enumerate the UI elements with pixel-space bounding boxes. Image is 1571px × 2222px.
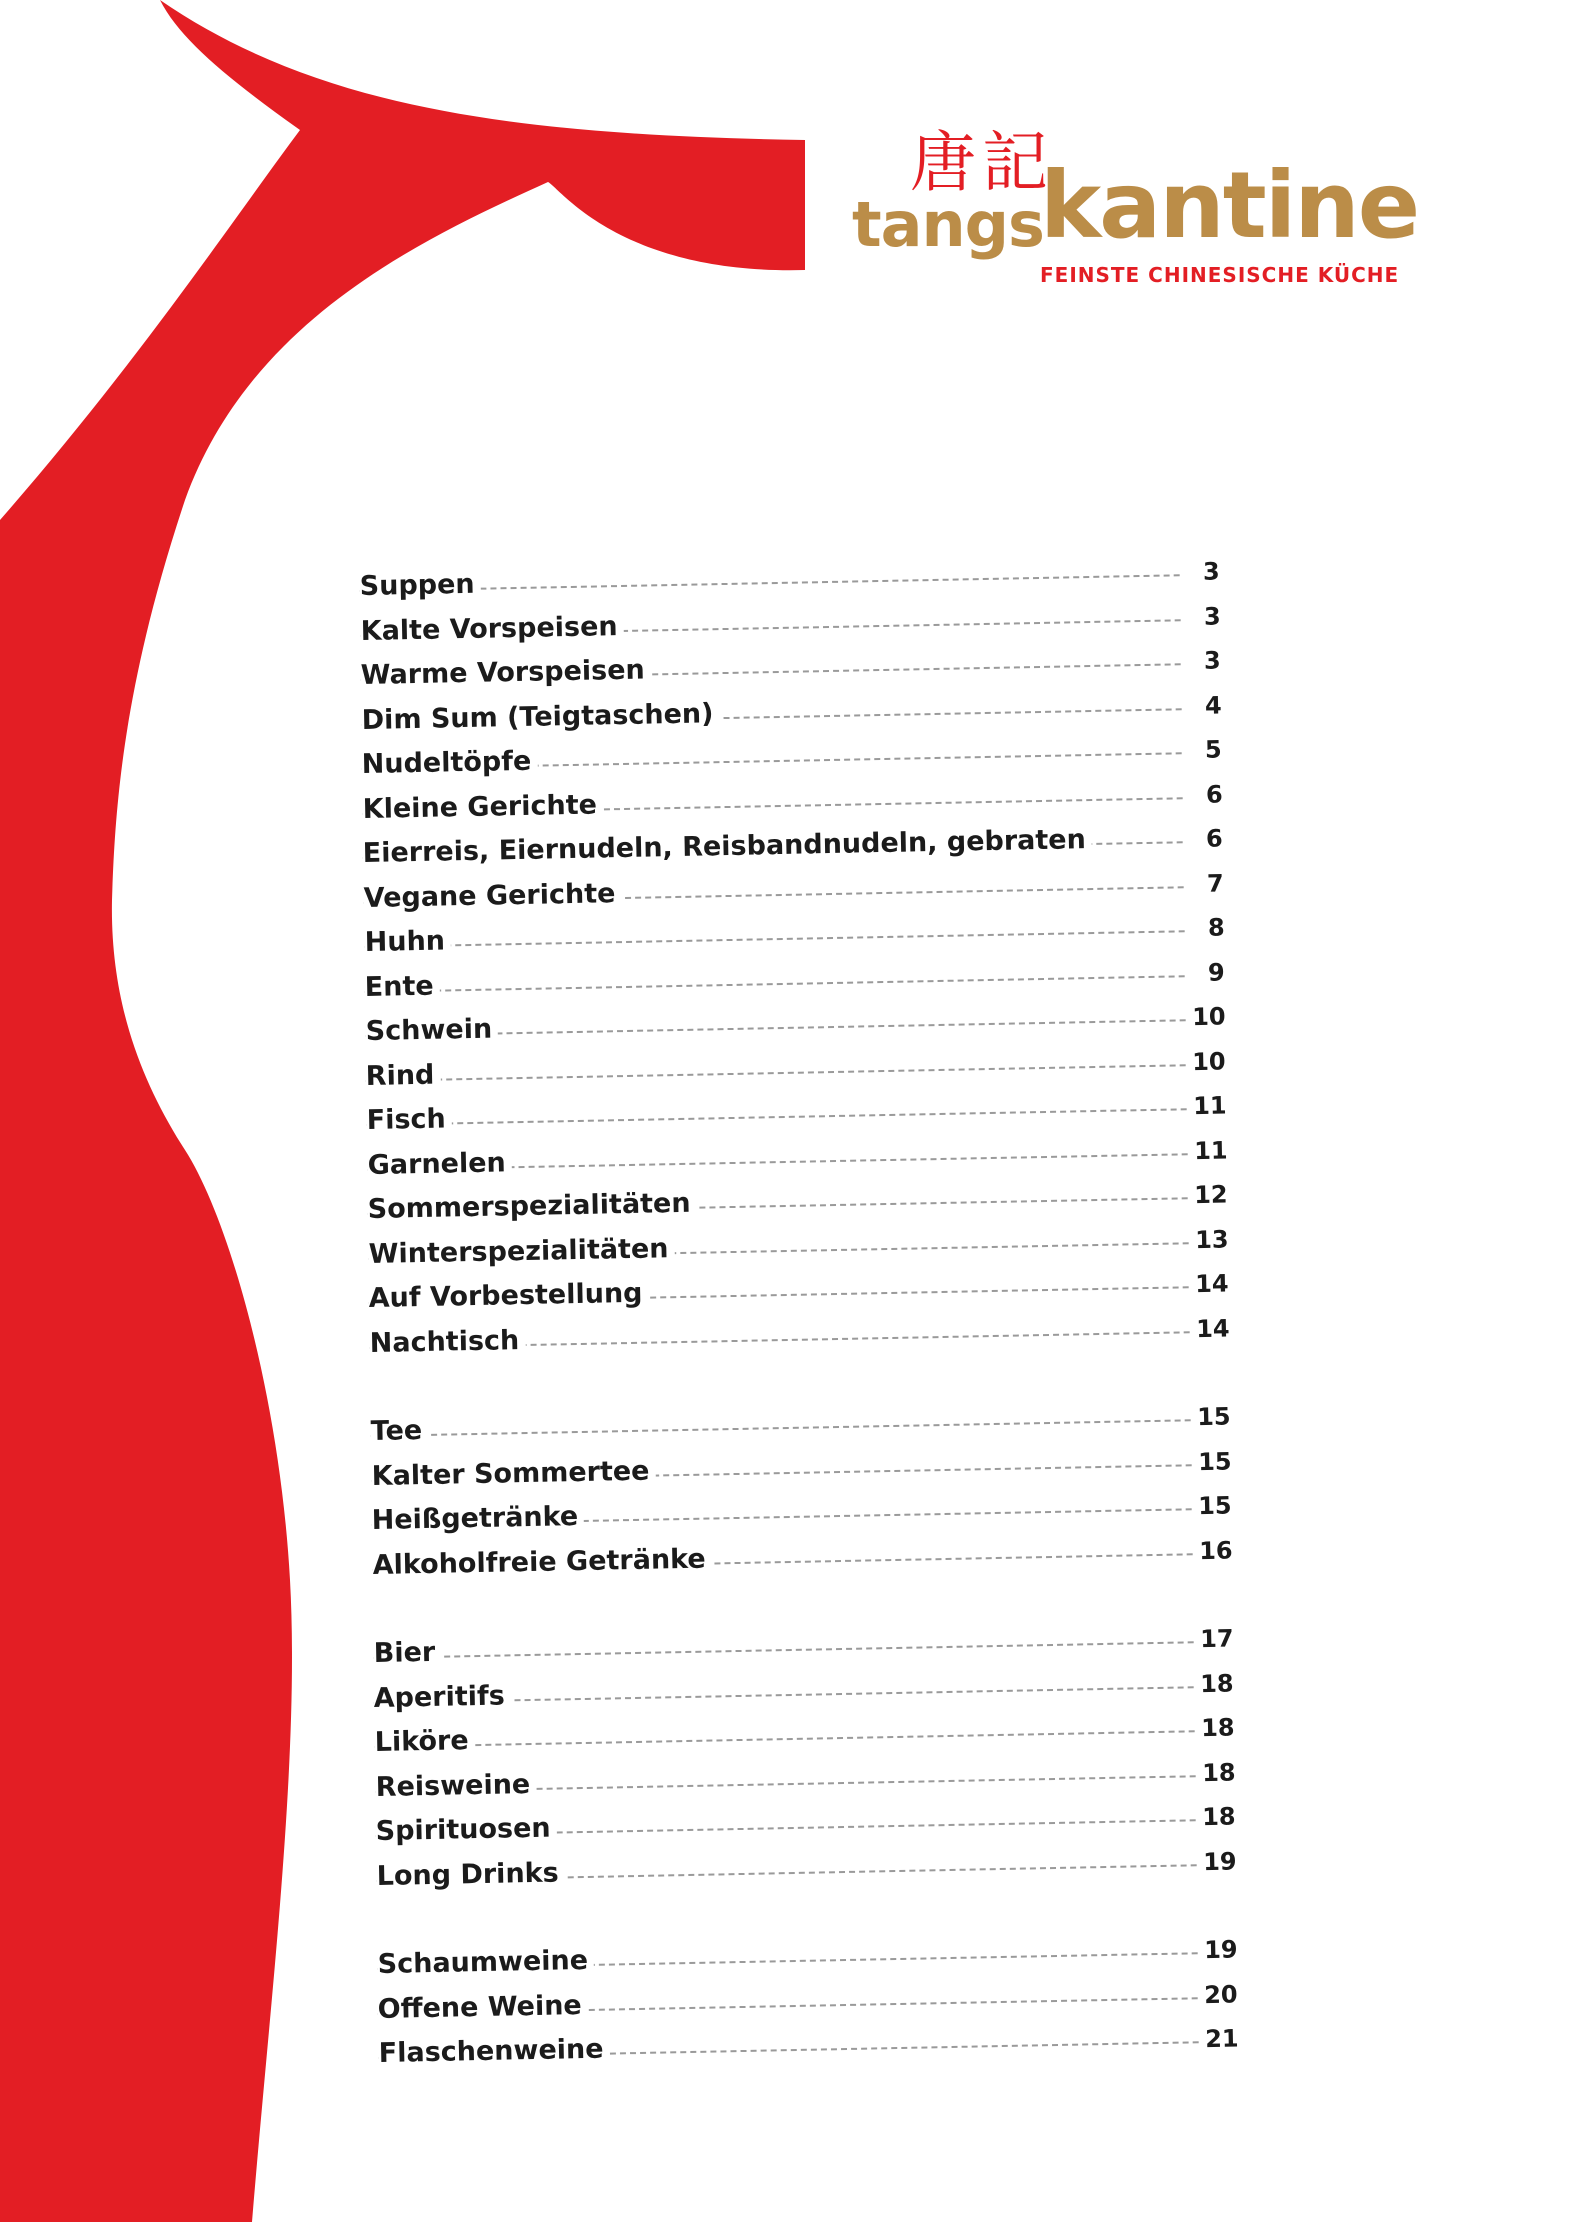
toc-entry-page-number: 5: [1201, 737, 1222, 761]
toc-entry-page-number: 20: [1200, 1982, 1238, 2007]
toc-entry-page-number: 16: [1195, 1538, 1233, 1563]
toc-entry-label: Auf Vorbestellung: [369, 1280, 649, 1312]
toc-entry-page-number: 13: [1191, 1227, 1229, 1252]
toc-entry-page-number: 19: [1199, 1849, 1237, 1874]
logo-brand-tangs: tangs: [852, 188, 1044, 261]
toc-entry-page-number: 17: [1196, 1626, 1234, 1651]
toc-entry-label: Sommerspezialitäten: [368, 1190, 697, 1223]
toc-entry-page-number: 10: [1188, 1004, 1226, 1029]
toc-entry-label: Alkoholfreie Getränke: [372, 1545, 711, 1579]
toc-entry-page-number: 18: [1196, 1671, 1234, 1696]
toc-entry-label: Rind: [366, 1061, 441, 1089]
logo-chinese-characters: 唐記: [910, 124, 1054, 201]
toc-entry-page-number: 6: [1202, 826, 1223, 850]
toc-entry-page-number: 6: [1202, 782, 1223, 806]
toc-entry-page-number: 14: [1191, 1271, 1229, 1296]
toc-entry-label: Aperitifs: [374, 1682, 512, 1712]
logo: [840, 124, 1540, 300]
toc-entry-label: Heißgetränke: [372, 1503, 585, 1534]
toc-entry-label: Flaschenweine: [379, 2036, 610, 2067]
toc-entry-page-number: 4: [1200, 693, 1221, 717]
toc-entry-label: Huhn: [364, 927, 451, 956]
toc-entry-label: Offene Weine: [378, 1991, 588, 2022]
toc-entry-page-number: 10: [1188, 1049, 1226, 1074]
toc-entry-page-number: 21: [1201, 2026, 1239, 2051]
toc-entry-page-number: 3: [1199, 604, 1220, 628]
toc-entry-page-number: 3: [1199, 559, 1220, 583]
toc-entry-label: Nachtisch: [369, 1327, 525, 1357]
toc-entry-label: Liköre: [374, 1727, 474, 1756]
toc-entry-label: Nudeltöpfe: [362, 748, 538, 778]
toc-entry-page-number: 3: [1200, 648, 1221, 672]
toc-entry-page-number: 7: [1203, 871, 1224, 895]
toc-entry-label: Vegane Gerichte: [364, 880, 622, 912]
toc-entry-label: Suppen: [359, 571, 480, 600]
toc-entry-label: Eierreis, Eiernudeln, Reisbandnudeln, gebraten: [363, 826, 1093, 867]
toc-entry-label: Kalte Vorspeisen: [360, 612, 623, 644]
toc-entry-page-number: 15: [1194, 1493, 1232, 1518]
toc-entry-label: Garnelen: [367, 1149, 512, 1179]
toc-entry-label: Kleine Gerichte: [362, 791, 603, 823]
toc-entry-page-number: 18: [1198, 1760, 1236, 1785]
toc-entry-label: Fisch: [366, 1105, 452, 1134]
toc-entry-page-number: 12: [1190, 1182, 1228, 1207]
toc-entry-page-number: 14: [1192, 1316, 1230, 1341]
toc-entry-label: Kalter Sommertee: [371, 1457, 655, 1489]
toc-entry-page-number: 9: [1204, 960, 1225, 984]
toc-entry-label: Schwein: [365, 1015, 498, 1045]
logo-tagline: FEINSTE CHINESISCHE KÜCHE: [1040, 263, 1400, 287]
toc-entry-label: Bier: [373, 1639, 441, 1667]
toc-entry-label: Warme Vorspeisen: [361, 656, 652, 689]
toc-entry-label: Dim Sum (Teigtaschen): [361, 700, 719, 734]
toc-entry-page-number: 11: [1189, 1138, 1227, 1163]
toc-entry-label: Winterspezialitäten: [368, 1235, 674, 1268]
toc-entry-page-number: 15: [1194, 1449, 1232, 1474]
toc-entry-label: Long Drinks: [376, 1859, 564, 1890]
toc-entry-label: Ente: [365, 972, 440, 1000]
toc-entry-page-number: 18: [1198, 1804, 1236, 1829]
toc-entry-page-number: 8: [1203, 915, 1224, 939]
toc-entry-label: Reisweine: [375, 1770, 536, 1800]
toc-entry-page-number: 18: [1197, 1715, 1235, 1740]
toc-entry-label: Schaumweine: [377, 1947, 594, 1978]
toc-entry-label: Tee: [370, 1417, 428, 1445]
toc-entry-page-number: 11: [1189, 1093, 1227, 1118]
logo-brand-kantine: kantine: [1040, 152, 1419, 259]
toc-entry-page-number: 15: [1193, 1404, 1231, 1429]
toc-entry-page-number: 19: [1200, 1937, 1238, 1962]
toc-entry-label: Spirituosen: [376, 1815, 557, 1845]
